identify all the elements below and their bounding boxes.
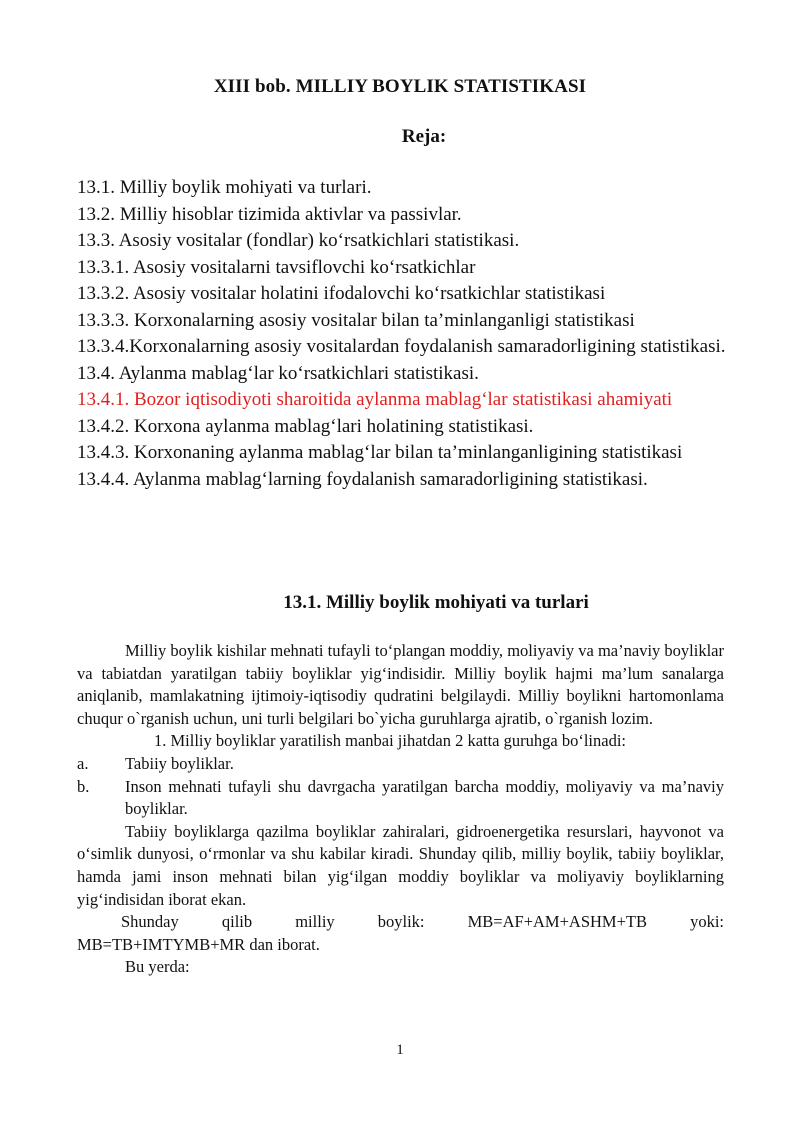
formula-line: Shunday qilib milliy boylik: MB=AF+AM+ASHM+TB yoki: — [121, 912, 724, 932]
toc-item: 13.1. Milliy boylik mohiyati va turlari. — [77, 177, 372, 198]
table-of-contents — [77, 175, 729, 493]
page-number: 1 — [396, 1042, 404, 1058]
toc-item: 13.4. Aylanma mablag‘lar ko‘rsatkichlari statistikasi. — [77, 362, 479, 384]
list-text: Tabiiy boyliklar. — [125, 753, 234, 773]
toc-item: 13.4.3. Korxonaning aylanma mablag‘lar bilan ta’minlanganligining statistikasi — [77, 442, 683, 463]
list-item — [77, 753, 724, 776]
toc-item: 13.3. Asosiy vositalar (fondlar) ko‘rsatkichlari statistikasi. — [77, 230, 520, 251]
paragraph: Bu yerda: — [125, 957, 190, 977]
toc-item: 13.2. Milliy hisoblar tizimida aktivlar va passivlar. — [77, 203, 462, 225]
formula-line: MB=TB+IMTYMB+MR dan iborat. — [77, 934, 320, 954]
paragraph: Tabiiy boyliklarga qazilma boyliklar zahiralari, gidroenergetika resurslari, hayvonot va o‘simlik dunyosi, o‘rmonlar va shu kabilar kiradi. Shunday qilib, milliy boylik, tabiiy boyliklar, hamda jami inson mehnati bilan yig‘ilgan moddiy boyliklar va moliyaviy boyliklarning yig‘indisidan iborat ekan. — [77, 821, 724, 909]
toc-item: 13.3.4.Korxonalarning asosiy vositalardan foydalanish samaradorligining statistikasi. — [77, 336, 726, 357]
plan-heading: Reja: — [401, 126, 447, 147]
toc-item-highlighted: 13.4.1. Bozor iqtisodiyoti sharoitida aylanma mablag‘lar statistikasi ahamiyati — [77, 389, 673, 410]
chapter-title: XIII bob. MILLIY BOYLIK STATISTIKASI — [213, 76, 587, 97]
list-item — [77, 776, 724, 821]
list-marker: b. — [77, 776, 90, 796]
section-heading: 13.1. Milliy boylik mohiyati va turlari — [283, 592, 589, 613]
body-text — [77, 640, 724, 979]
list-marker: a. — [77, 753, 89, 773]
toc-item: 13.3.2. Asosiy vositalar holatini ifodalovchi ko‘rsatkichlar statistikasi — [77, 283, 606, 304]
toc-item: 13.4.2. Korxona aylanma mablag‘lari holatining statistikasi. — [77, 415, 534, 437]
toc-item: 13.3.1. Asosiy vositalarni tavsiflovchi ko‘rsatkichlar — [77, 256, 476, 278]
paragraph: Milliy boylik kishilar mehnati tufayli to‘plangan moddiy, moliyaviy va ma’naviy boyliklar va tabiatdan yaratilgan tabiiy boyliklar yig‘indisidir. Milliy boylik hajmi ma’lum sanalarga aniqlanib, mamlakatning ijtimoiy-iqtisodiy qudratini belgilaydi. Milliy boylikni hartomonlama chuqur o`rganish uchun, uni turli belgilari bo`yicha guruhlarga ajratib, o`rganish lozim. — [77, 641, 724, 728]
toc-item: 13.4.4. Aylanma mablag‘larning foydalanish samaradorligining statistikasi. — [77, 468, 648, 490]
paragraph: 1. Milliy boyliklar yaratilish manbai jihatdan 2 katta guruhga bo‘linadi: — [154, 731, 626, 751]
toc-item: 13.3.3. Korxonalarning asosiy vositalar bilan ta’minlanganligi statistikasi — [77, 309, 635, 331]
list-text: Inson mehnati tufayli shu davrgacha yaratilgan barcha moddiy, moliyaviy va ma’naviy boyliklar. — [125, 776, 724, 819]
